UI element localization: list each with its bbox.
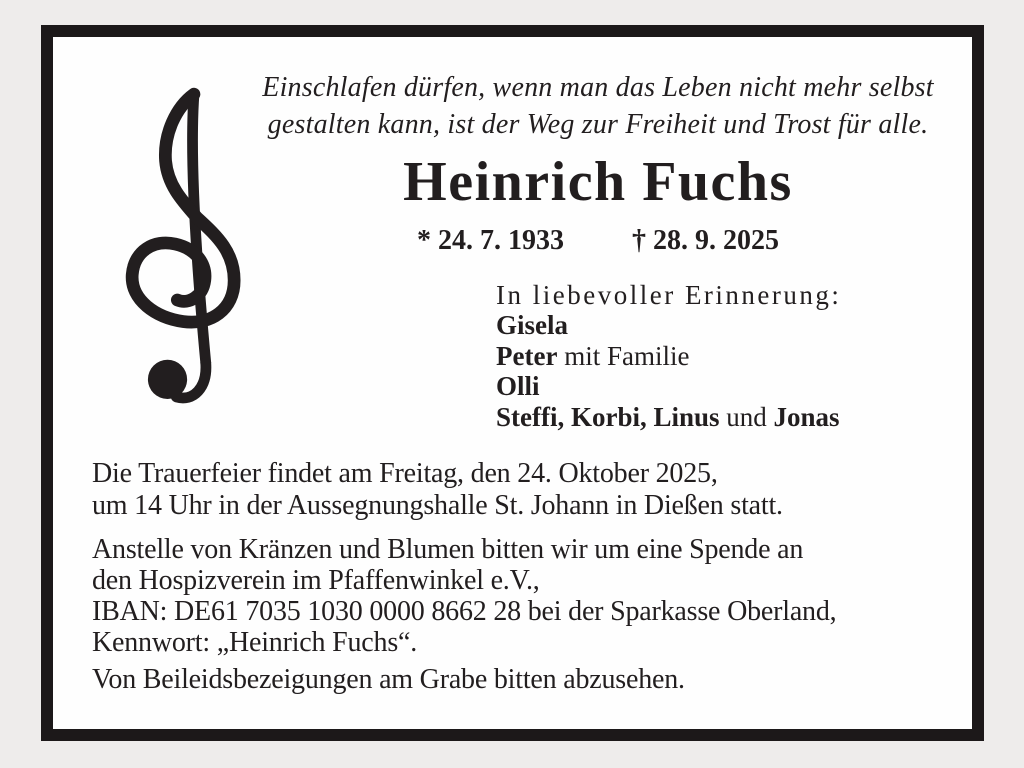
donation-line-1: Anstelle von Kränzen und Blumen bitten wir um eine Spende an [92, 534, 804, 565]
condolence-line: Von Beileidsbezeigungen am Grabe bitten abzusehen. [92, 664, 685, 695]
mourner-name: Peter [496, 340, 558, 371]
header-column [243, 69, 953, 256]
mourner-line-3 [496, 371, 841, 401]
mourner-line-1 [496, 310, 841, 340]
mourner-name: Gisela [496, 310, 568, 341]
funeral-details [92, 458, 783, 522]
funeral-line-2: um 14 Uhr in der Aussegnungshalle St. Johann in Dießen statt. [92, 490, 783, 521]
mourner-name: Olli [496, 371, 540, 402]
life-dates [243, 226, 953, 256]
donation-line-2: den Hospizverein im Pfaffenwinkel e.V., [92, 565, 540, 596]
remembrance-block [496, 280, 841, 432]
birth-date: * 24. 7. 1933 [417, 225, 564, 256]
mourner-names: Steffi, Korbi, Linus [496, 401, 720, 432]
funeral-line-1: Die Trauerfeier findet am Freitag, den 24. Oktober 2025, [92, 458, 718, 489]
remembrance-heading: In liebevoller Erinnerung: [496, 280, 842, 310]
donation-details [92, 534, 836, 658]
epigraph-line-2: gestalten kann, ist der Weg zur Freiheit und Trost für alle. [267, 109, 929, 140]
condolence-note [92, 664, 685, 695]
epigraph [243, 69, 953, 143]
mourner-suffix: mit Familie [557, 340, 690, 371]
donation-iban-line: IBAN: DE61 7035 1030 0000 8662 28 bei der Sparkasse Oberland, [92, 596, 837, 627]
donation-keyword-line: Kennwort: „Heinrich Fuchs“. [92, 627, 418, 658]
mourner-line-2 [496, 341, 841, 371]
mourner-line-4 [496, 402, 841, 432]
mourner-connector: und [719, 401, 774, 432]
epigraph-line-1: Einschlafen dürfen, wenn man das Leben nicht mehr selbst [262, 72, 934, 103]
notice-frame [41, 25, 984, 741]
mourner-name: Jonas [773, 401, 840, 432]
deceased-name: Heinrich Fuchs [403, 151, 793, 213]
death-date: † 28. 9. 2025 [632, 225, 779, 256]
